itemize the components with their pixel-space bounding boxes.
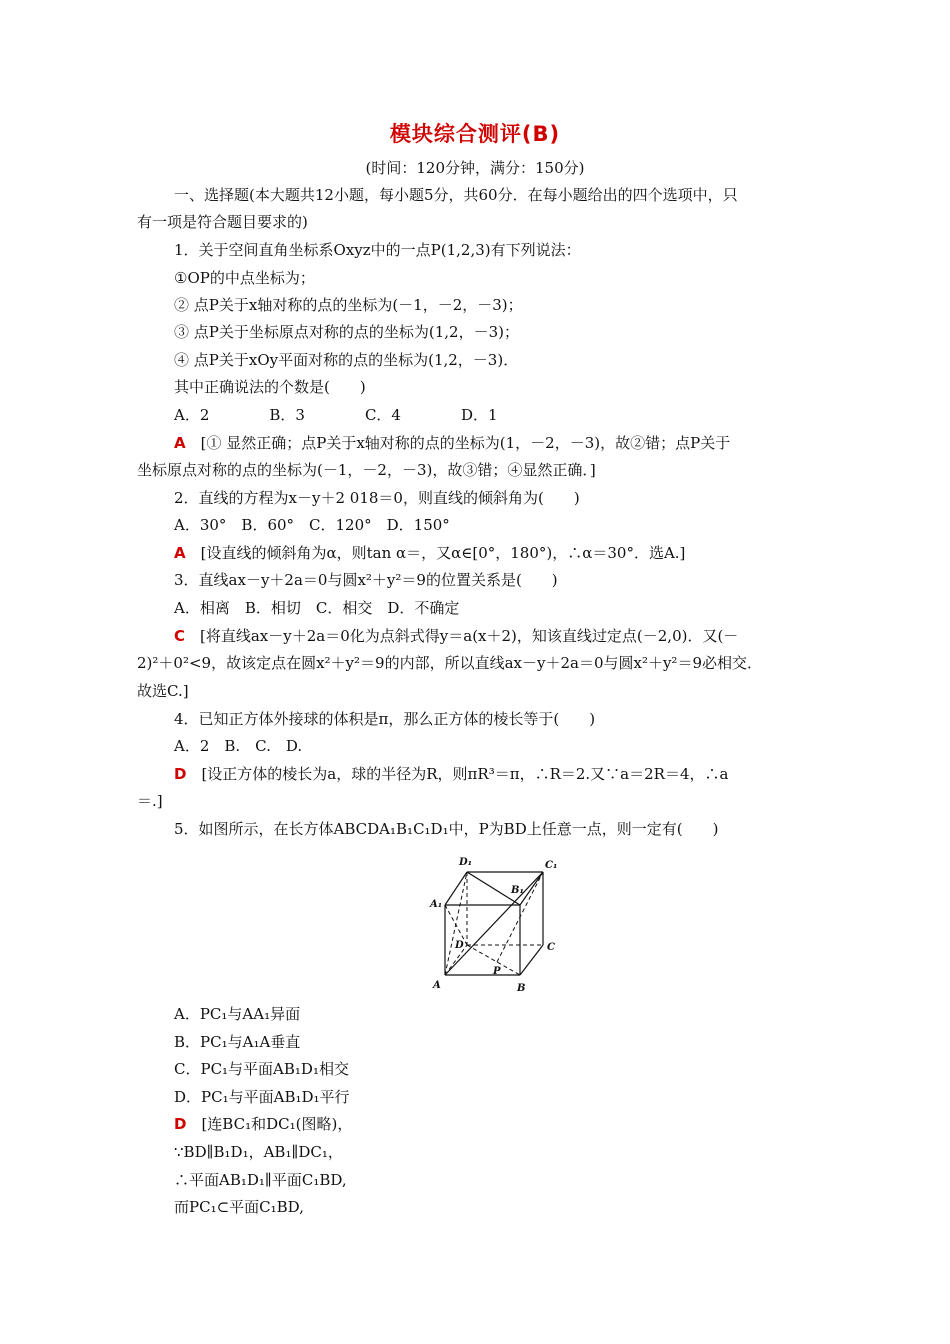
option-line: B．PC₁与A₁A垂直 xyxy=(174,1033,301,1051)
label-d: D xyxy=(455,940,464,951)
text-line: 4．已知正方体外接球的体积是π，那么正方体的棱长等于( ) xyxy=(174,710,596,728)
options-line: A．30° B．60° C．120° D．150° xyxy=(174,516,450,534)
text-line: ③ 点P关于坐标原点对称的点的坐标为(1,2，－3)； xyxy=(174,323,519,341)
text-line: ①OP的中点坐标为； xyxy=(174,269,315,287)
text-line: 而PC₁⊂平面C₁BD, xyxy=(174,1198,304,1216)
text-line: 一、选择题(本大题共12小题，每小题5分，共60分．在每小题给出的四个选项中，只 xyxy=(174,186,738,204)
label-d1: D₁ xyxy=(459,857,473,868)
text-line: 坐标原点对称的点的坐标为(－1，－2，－3)，故③错；④显然正确．] xyxy=(137,461,596,479)
text-line: 1．关于空间直角坐标系Oxyz中的一点P(1,2,3)有下列说法： xyxy=(174,241,581,259)
answer-letter: A xyxy=(174,544,186,562)
label-b1: B₁ xyxy=(511,885,524,896)
text-line: 2)²＋0²<9，故该定点在圆x²＋y²＝9的内部，所以直线ax－y＋2a＝0与圆x²＋y²＝9必相交． xyxy=(137,654,762,672)
text-line: ＝.] xyxy=(137,792,163,810)
document-subtitle: (时间：120分钟，满分：150分) xyxy=(365,159,585,177)
label-c1: C₁ xyxy=(545,860,558,871)
answer-line: A [① 显然正确；点P关于x轴对称的点的坐标为(1，－2，－3)，故②错；点P关于 xyxy=(174,434,731,452)
options-line: A．相离 B．相切 C．相交 D．不确定 xyxy=(174,599,460,617)
label-a: A xyxy=(433,980,441,991)
options-line: A．2 B. C. D. xyxy=(174,737,303,755)
text-line: 3．直线ax－y＋2a＝0与圆x²＋y²＝9的位置关系是( ) xyxy=(174,571,558,589)
text-line: 有一项是符合题目要求的) xyxy=(137,213,308,231)
text-line: ∵BD∥B₁D₁，AB₁∥DC₁， xyxy=(174,1143,343,1161)
answer-line: D [设正方体的棱长为a，球的半径为R，则πR³＝π，∴R＝2.又∵a＝2R＝4，∴a xyxy=(174,765,729,783)
text-line: 2．直线的方程为x－y＋2 018＝0，则直线的倾斜角为( ) xyxy=(174,489,580,507)
answer-letter: D xyxy=(174,1115,187,1133)
document-title: 模块综合测评(B) xyxy=(389,122,561,146)
answer-letter: A xyxy=(174,434,186,452)
text-line: 5．如图所示，在长方体ABCDA₁B₁C₁D₁中，P为BD上任意一点，则一定有( ) xyxy=(174,820,719,838)
text-line: ∴平面AB₁D₁∥平面C₁BD, xyxy=(174,1171,347,1189)
cuboid-figure xyxy=(425,850,565,995)
option-line: D．PC₁与平面AB₁D₁平行 xyxy=(174,1088,350,1106)
label-c: C xyxy=(547,942,555,953)
answer-letter: D xyxy=(174,765,187,783)
text-line: ④ 点P关于xOy平面对称的点的坐标为(1,2，－3)． xyxy=(174,351,519,369)
answer-line: A [设直线的倾斜角为α，则tan α＝，又α∈[0°，180°)，∴α＝30°．选A.] xyxy=(174,544,686,562)
answer-line: C [将直线ax－y＋2a＝0化为点斜式得y＝a(x＋2)，知该直线过定点(－2,0)．又(－ xyxy=(174,627,739,645)
text-line: 其中正确说法的个数是( ) xyxy=(174,378,366,396)
label-a1: A₁ xyxy=(430,899,443,910)
option-line: A．PC₁与AA₁异面 xyxy=(174,1005,301,1023)
text-line: ② 点P关于x轴对称的点的坐标为(－1，－2，－3)； xyxy=(174,296,523,314)
text-line: 故选C.] xyxy=(137,682,189,700)
label-p: P xyxy=(493,966,501,977)
option-line: C．PC₁与平面AB₁D₁相交 xyxy=(174,1060,349,1078)
answer-letter: C xyxy=(174,627,186,645)
answer-line: D [连BC₁和DC₁(图略)， xyxy=(174,1115,353,1133)
label-b: B xyxy=(517,983,526,994)
cuboid-diagram xyxy=(425,850,565,995)
options-line: A．2 B．3 C．4 D．1 xyxy=(174,406,498,424)
